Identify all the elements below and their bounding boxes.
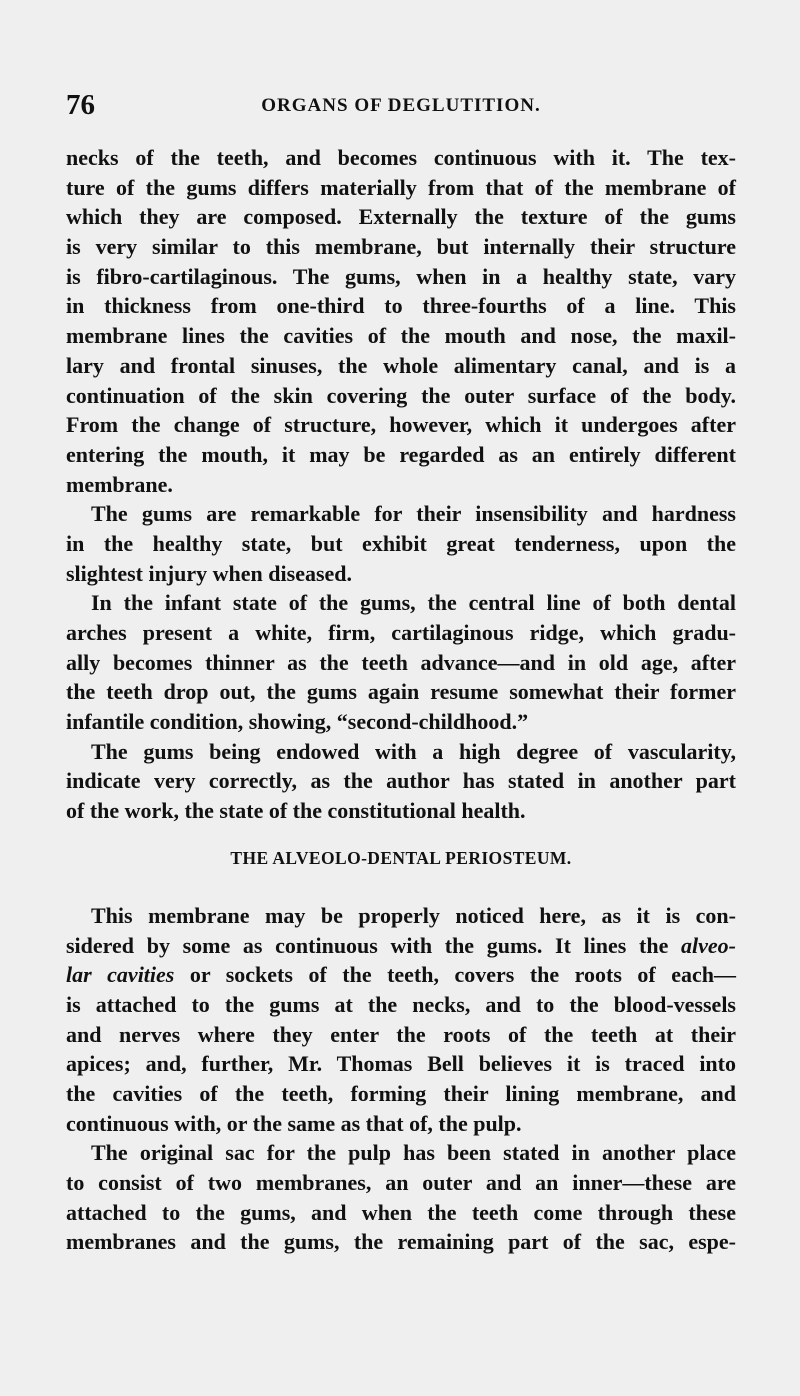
text-line: This membrane may be properly noticed here, as it is con-: [91, 902, 736, 928]
text-line: membranes and the gums, the remaining part of the sac, espe-: [66, 1229, 736, 1255]
text-line: in the healthy state, but exhibit great tenderness, upon the: [66, 530, 736, 556]
page-number: 76: [66, 89, 95, 121]
text-line: entering the mouth, it may be regarded as an entirely different: [66, 441, 736, 467]
text-line: attached to the gums, and when the teeth come through these: [66, 1199, 736, 1225]
text-line: The original sac for the pulp has been stated in another place: [91, 1140, 736, 1166]
paragraph: [66, 1138, 736, 1257]
text-line: From the change of structure, however, which it undergoes after: [66, 412, 736, 438]
text-line: [66, 931, 736, 961]
paragraph: [66, 737, 736, 826]
text-line: is very similar to this membrane, but internally their structure: [66, 234, 736, 260]
text-line: [66, 960, 736, 990]
text-line: arches present a white, firm, cartilaginous ridge, which gradu-: [66, 620, 736, 645]
text-line: in thickness from one-third to three-fourths of a line. This: [66, 293, 736, 319]
section-heading: THE ALVEOLO-DENTAL PERIOSTEUM.: [230, 847, 572, 868]
text-line: ture of the gums differs materially from that of the membrane of: [66, 174, 736, 200]
text-line: and nerves where they enter the roots of the teeth at their: [66, 1021, 736, 1047]
page-body: [66, 143, 736, 1257]
running-head: ORGANS OF DEGLUTITION.: [261, 95, 541, 116]
paragraph: [66, 499, 736, 588]
paragraph: [66, 901, 736, 1139]
text-line: slightest injury when diseased.: [66, 560, 353, 586]
text-line: The gums are remarkable for their insensibility and hardness: [91, 501, 736, 527]
page-header: [66, 90, 736, 120]
paragraph: [66, 143, 736, 499]
text-line: In the infant state of the gums, the central line of both dental: [91, 590, 736, 616]
text-line: continuous with, or the same as that of, the pulp.: [66, 1110, 522, 1136]
text-line: the cavities of the teeth, forming their lining membrane, and: [66, 1080, 736, 1106]
italic-term: alveo-: [681, 932, 736, 958]
text-line: the teeth drop out, the gums again resume somewhat their former: [66, 679, 736, 705]
text-run: sidered by some as continuous with the gums. It lines the: [66, 932, 682, 958]
text-line: ally becomes thinner as the teeth advance—and in old age, after: [66, 649, 736, 675]
text-line: continuation of the skin covering the outer surface of the body.: [66, 382, 736, 408]
text-line: The gums being endowed with a high degree of vascularity,: [91, 738, 736, 764]
text-line: membrane lines the cavities of the mouth and nose, the maxil-: [66, 323, 736, 349]
text-line: membrane.: [66, 471, 173, 497]
text-line: necks of the teeth, and becomes continuous with it. The tex-: [66, 145, 736, 170]
paragraph: [66, 588, 736, 736]
text-line: lary and frontal sinuses, the whole alimentary canal, and is a: [66, 352, 736, 378]
text-line: of the work, the state of the constitutional health.: [66, 798, 526, 824]
text-line: is fibro-cartilaginous. The gums, when in a healthy state, vary: [66, 263, 736, 289]
text-line: to consist of two membranes, an outer and an inner—these are: [66, 1170, 736, 1195]
text-line: infantile condition, showing, “second-childhood.”: [66, 709, 529, 735]
text-line: is attached to the gums at the necks, and to the blood-vessels: [66, 991, 736, 1017]
text-run: or sockets of the teeth, covers the roots of each—: [174, 962, 736, 988]
text-line: indicate very correctly, as the author has stated in another part: [66, 768, 736, 794]
text-line: apices; and, further, Mr. Thomas Bell believes it is traced into: [66, 1051, 736, 1077]
italic-term: lar cavities: [66, 962, 175, 988]
text-line: which they are composed. Externally the texture of the gums: [66, 204, 736, 230]
